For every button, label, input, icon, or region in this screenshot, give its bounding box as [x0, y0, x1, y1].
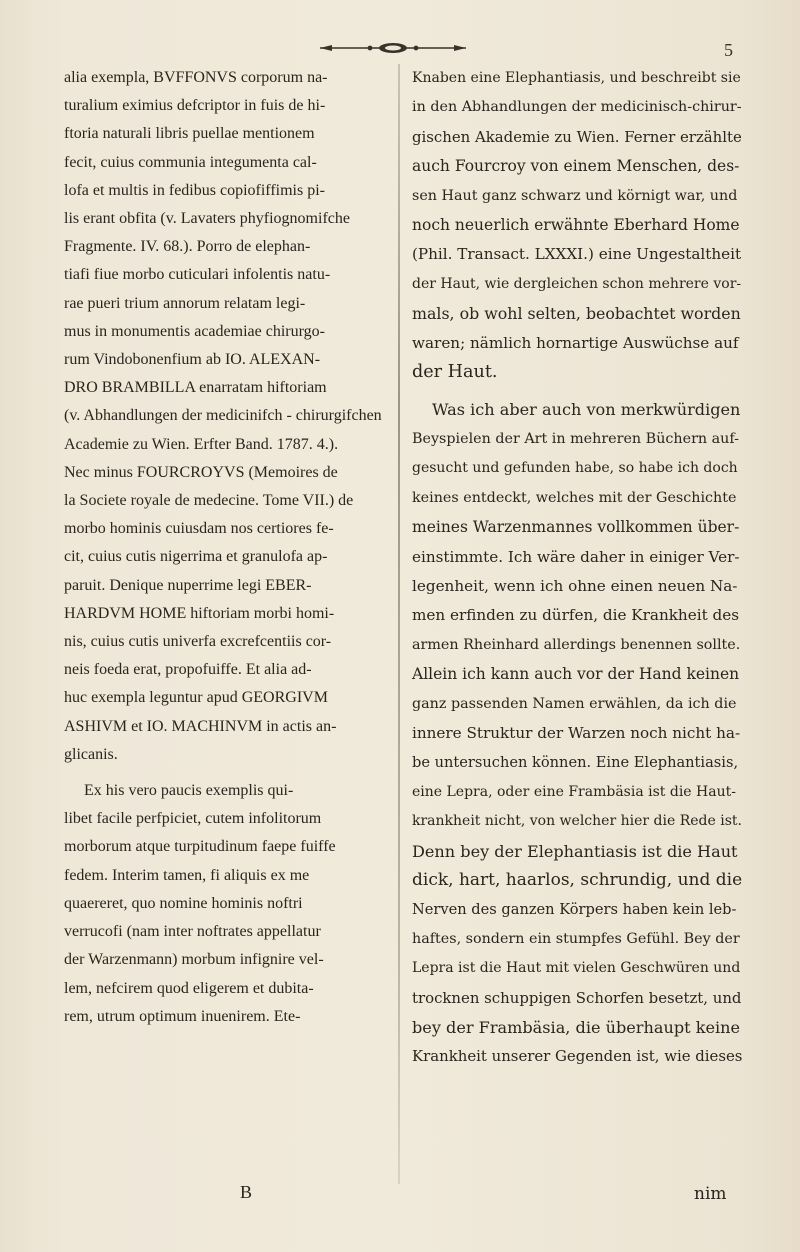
text-line: morborum atque turpitudinum faepe fuiffe: [64, 838, 336, 856]
text-line: eine Lepra, oder eine Frambäsia ist die Haut-: [412, 783, 736, 800]
text-line: cit, cuius cutis nigerrima et granulofa ap-: [64, 548, 328, 566]
catchword: nim: [694, 1184, 727, 1204]
text-line: Academie zu Wien. Erfter Band. 1787. 4.).: [64, 435, 339, 453]
text-line: turalium eximius defcriptor in fuis de hi-: [64, 97, 326, 115]
text-line: armen Rheinhard allerdings benennen sollte.: [412, 636, 741, 653]
text-line: Denn bey der Elephantiasis ist die Haut: [412, 841, 738, 861]
text-line: Knaben eine Elephantiasis, und beschreibt sie: [412, 70, 741, 86]
text-line: Krankheit unserer Gegenden ist, wie dieses: [412, 1047, 743, 1066]
text-line: noch neuerlich erwähnte Eberhard Home: [412, 216, 740, 235]
text-line: meines Warzenmannes vollkommen über-: [412, 518, 740, 537]
latin-paragraph-2: [64, 777, 390, 1031]
text-line: mus in monumentis academiae chirurgo-: [64, 322, 325, 340]
text-line: Fragmente. IV. 68.). Porro de elephan-: [64, 238, 311, 256]
text-line: innere Struktur der Warzen noch nicht ha-: [412, 723, 741, 742]
text-line: (Phil. Transact. LXXXI.) eine Ungestaltheit: [412, 245, 742, 264]
text-line: glicanis.: [64, 745, 118, 763]
text-line: gesucht und gefunden habe, so habe ich doch: [412, 460, 738, 477]
text-line: nis, cuius cutis univerfa excrefcentiis cor-: [64, 633, 332, 651]
text-line: waren; nämlich hornartige Auswüchse auf: [412, 333, 739, 352]
latin-paragraph-1: [64, 64, 390, 769]
text-line: (v. Abhandlungen der medicinifch - chirurgifchen: [64, 407, 382, 425]
text-line: HARDVM HOME hiftoriam morbi homi-: [64, 604, 335, 622]
text-line: rae pueri trium annorum relatam legi-: [64, 294, 306, 312]
text-line: gischen Akademie zu Wien. Ferner erzählte: [412, 127, 742, 146]
text-line: der Haut, wie dergleichen schon mehrere vor-: [412, 275, 742, 292]
text-line: trocknen schuppigen Schorfen besetzt, und: [412, 988, 742, 1007]
text-line: be untersuchen können. Eine Elephantiasis,: [412, 754, 739, 772]
text-line: fecit, cuius communia integumenta cal-: [64, 153, 317, 171]
text-line: Nec minus FOURCROYVS (Memoires de: [64, 463, 338, 481]
text-line: fedem. Interim tamen, fi aliquis ex me: [64, 866, 310, 884]
text-line: libet facile perfpiciet, cutem infolitorum: [64, 810, 322, 828]
text-line: Ex his vero paucis exemplis qui-: [84, 782, 294, 800]
text-line: mals, ob wohl selten, beobachtet worden: [412, 304, 741, 324]
text-line: neis foeda erat, propofuiffe. Et alia ad-: [64, 661, 312, 679]
text-line: morbo hominis cuiusdam nos certiores fe-: [64, 520, 334, 538]
text-line: lis erant obfita (v. Lavaters phyfiognomifche: [64, 210, 350, 228]
column-divider: [398, 64, 400, 1184]
text-line: keines entdeckt, welches mit der Geschichte: [412, 489, 737, 506]
text-line: dick, hart, haarlos, schrundig, und die: [412, 869, 743, 890]
text-line: DRO BRAMBILLA enarratam hiftoriam: [64, 379, 327, 397]
text-line: der Warzenmann) morbum infignire vel-: [64, 951, 324, 969]
text-line: Lepra ist die Haut mit vielen Geschwüren und: [412, 960, 741, 977]
text-line: ftoria naturali libris puellae mentionem: [64, 125, 315, 143]
text-line: tiafi fiue morbo cuticulari infolentis natu-: [64, 266, 331, 284]
text-line: Allein ich kann auch vor der Hand keinen: [412, 665, 740, 684]
text-line: auch Fourcroy von einem Menschen, des-: [412, 157, 740, 176]
german-paragraph-1: [412, 64, 742, 387]
german-paragraph-2: [412, 395, 742, 1071]
german-column: [412, 64, 742, 1072]
text-line: quaereret, quo nomine hominis noftri: [64, 894, 303, 912]
page-number: 5: [724, 40, 733, 60]
text-line: Beyspielen der Art in mehreren Büchern auf-: [412, 430, 740, 447]
text-line: krankheit nicht, von welcher hier die Rede ist.: [412, 813, 742, 830]
text-line: Nerven des ganzen Körpers haben kein leb-: [412, 901, 737, 919]
text-line: Was ich aber auch von merkwürdigen: [432, 400, 741, 420]
text-line: la Societe royale de medecine. Tome VII.) de: [64, 492, 354, 510]
latin-column: [64, 64, 390, 1031]
text-line: ganz passenden Namen erwählen, da ich die: [412, 695, 737, 712]
header-ornament: [318, 42, 468, 54]
text-line: verrucofi (nam inter noftrates appellatur: [64, 923, 321, 941]
text-line: haftes, sondern ein stumpfes Gefühl. Bey der: [412, 930, 740, 947]
signature-mark: B: [240, 1182, 253, 1202]
text-line: men erfinden zu dürfen, die Krankheit des: [412, 606, 739, 625]
text-line: legenheit, wenn ich ohne einen neuen Na-: [412, 576, 738, 595]
text-line: rem, utrum optimum inuenirem. Ete-: [64, 1007, 301, 1025]
text-line: ASHIVM et IO. MACHINVM in actis an-: [64, 717, 337, 735]
text-line: huc exempla leguntur apud GEORGIVM: [64, 689, 328, 707]
text-line: alia exempla, BVFFONVS corporum na-: [64, 69, 328, 86]
text-line: einstimmte. Ich wäre daher in einiger Ver-: [412, 547, 740, 566]
text-line: paruit. Denique nuperrime legi EBER-: [64, 576, 312, 594]
text-line: lem, nefcirem quod eligerem et dubita-: [64, 979, 314, 997]
text-line: lofa et multis in fedibus copiofiffimis pi-: [64, 181, 325, 199]
text-line: sen Haut ganz schwarz und körnigt war, und: [412, 187, 738, 204]
text-line: rum Vindobonenfium ab IO. ALEXAN-: [64, 351, 321, 369]
text-line: in den Abhandlungen der medicinisch-chirur-: [412, 99, 742, 116]
text-line: bey der Frambäsia, die überhaupt keine: [412, 1018, 741, 1037]
text-line: der Haut.: [412, 362, 498, 383]
